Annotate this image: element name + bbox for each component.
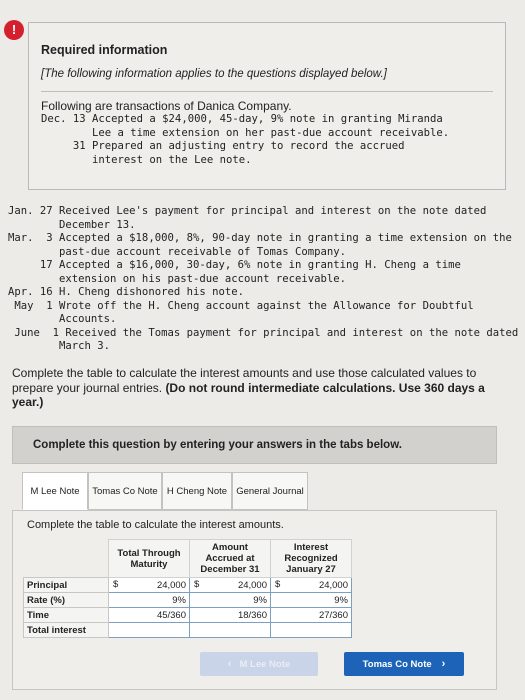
corner-header <box>24 540 109 578</box>
currency-symbol: $ <box>275 579 281 590</box>
principal-accrued-input[interactable] <box>190 578 271 593</box>
rate-maturity-input[interactable]: 9% <box>109 593 190 608</box>
rate-accrued-input[interactable]: 9% <box>190 593 271 608</box>
chevron-right-icon: › <box>441 658 446 670</box>
row-label: Time <box>24 608 109 623</box>
time-accrued-input[interactable]: 18/360 <box>190 608 271 623</box>
december-transactions: Dec. 13 Accepted a $24,000, 45-day, 9% note in granting Miranda Lee a time extension on her past-due account receivable. 31 Prepared an adjusting entry to record the accrued interest on the Lee note. <box>41 113 450 166</box>
tab-tomas-co-note[interactable]: Tomas Co Note <box>88 472 162 510</box>
later-transactions: Jan. 27 Received Lee's payment for principal and interest on the note dated December 13. Mar. 3 Accepted a $18,000, 8%, 90-day note in granting a time extension on the past-due account receivable of Tomas Company. 17 Accepted a $16,000, 30-day, 6% note in granting H. Cheng a time extension on his past-due account receivable. Apr. 16 H. Cheng dishonored his note. May 1 Wrote off the H. Cheng account against the Allowance for Doubtful Accounts. June 1 Received the Tomas payment for principal and interest on the note dated March 3. <box>8 205 519 352</box>
header-amount-accrued: Amount Accrued at December 31 <box>190 540 271 578</box>
info-intro: Following are transactions of Danica Company. <box>41 99 292 113</box>
time-recognized-input[interactable]: 27/360 <box>271 608 352 623</box>
instruction-text <box>12 366 500 410</box>
row-label: Total interest <box>24 623 109 638</box>
cell-value: 24,000 <box>156 579 186 591</box>
currency-symbol: $ <box>194 579 200 590</box>
total-interest-recognized-input[interactable] <box>271 623 352 638</box>
next-tab-label: Tomas Co Note <box>362 658 432 670</box>
required-information-box <box>28 22 506 190</box>
interest-table <box>23 539 352 638</box>
info-title: Required information <box>41 43 168 57</box>
cell-value: 24,000 <box>318 579 348 591</box>
complete-question-bar <box>12 426 497 464</box>
table-row-time <box>24 608 352 623</box>
divider <box>41 91 493 92</box>
total-interest-accrued-input[interactable] <box>190 623 271 638</box>
tab-general-journal[interactable]: General Journal <box>232 472 308 510</box>
tab-h-cheng-note[interactable]: H Cheng Note <box>162 472 232 510</box>
table-row-principal <box>24 578 352 593</box>
row-label: Rate (%) <box>24 593 109 608</box>
table-row-rate <box>24 593 352 608</box>
alert-icon: ! <box>4 20 24 40</box>
header-interest-recognized: Interest Recognized January 27 <box>271 540 352 578</box>
info-subtitle: [The following information applies to the questions displayed below.] <box>41 68 387 80</box>
time-maturity-input[interactable]: 45/360 <box>109 608 190 623</box>
currency-symbol: $ <box>113 579 119 590</box>
cell-value: 24,000 <box>237 579 267 591</box>
total-interest-maturity-input[interactable] <box>109 623 190 638</box>
prev-tab-label: M Lee Note <box>239 658 291 670</box>
chevron-left-icon: ‹ <box>227 658 232 670</box>
tab-m-lee-note[interactable]: M Lee Note <box>22 472 88 510</box>
complete-question-text: Complete this question by entering your answers in the tabs below. <box>33 439 402 451</box>
panel-intro: Complete the table to calculate the interest amounts. <box>27 519 284 531</box>
instruction-main: Complete the table to calculate the interest amounts and use those calculated values to prepare your journal entries. <box>12 366 477 395</box>
row-label: Principal <box>24 578 109 593</box>
principal-maturity-input[interactable] <box>109 578 190 593</box>
prev-tab-button[interactable] <box>200 652 318 676</box>
next-tab-button[interactable] <box>344 652 464 676</box>
table-row-total-interest <box>24 623 352 638</box>
principal-recognized-input[interactable] <box>271 578 352 593</box>
instruction-bold: (Do not round intermediate calculations. Use 360 days a year.) <box>12 380 485 409</box>
rate-recognized-input[interactable]: 9% <box>271 593 352 608</box>
header-total-through-maturity: Total Through Maturity <box>109 540 190 578</box>
